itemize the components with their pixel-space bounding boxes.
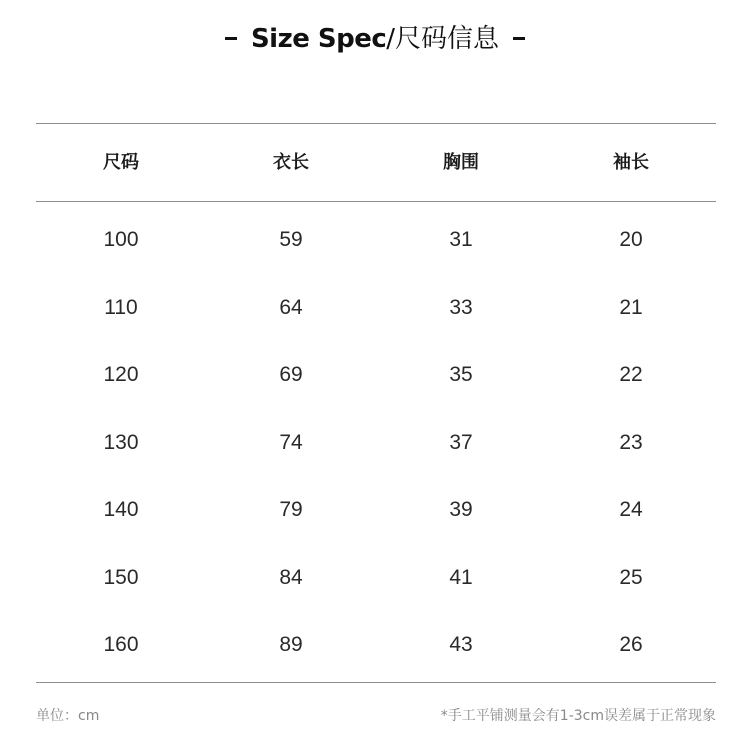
title-left-dash: [225, 37, 237, 40]
cell-sleeve: 23: [619, 430, 643, 454]
title-english: Size Spec: [250, 24, 387, 54]
table-row: [36, 476, 716, 544]
cell-length: 64: [279, 295, 303, 319]
title-right-dash: [513, 37, 525, 40]
title-chinese: 尺码信息: [395, 24, 500, 54]
cell-length: 89: [279, 633, 303, 656]
measurement-note: *手工平铺测量会有1-3cm误差属于正常现象: [440, 708, 716, 724]
cell-chest: 39: [449, 498, 473, 521]
cell-size: 100: [103, 228, 139, 251]
cell-length: 59: [279, 228, 303, 251]
cell-sleeve: 21: [619, 295, 643, 319]
table-row: [36, 544, 716, 612]
cell-length: 74: [279, 430, 303, 454]
cell-size: 160: [103, 633, 139, 656]
table-header-row: [36, 124, 716, 201]
cell-length: 79: [279, 498, 303, 521]
cell-sleeve: 20: [619, 228, 643, 251]
table-row: [36, 274, 716, 342]
cell-size: 130: [103, 430, 139, 454]
cell-sleeve: 25: [619, 565, 643, 589]
page-title: [0, 22, 750, 56]
table-bottom-rule: [36, 682, 716, 683]
header-chest: 胸围: [443, 152, 479, 173]
cell-chest: 35: [449, 363, 473, 386]
cell-chest: 33: [449, 295, 473, 319]
table-body: [36, 206, 716, 679]
header-size: 尺码: [103, 152, 139, 173]
cell-chest: 37: [449, 430, 473, 454]
cell-size: 140: [103, 498, 139, 521]
cell-sleeve: 26: [619, 633, 643, 656]
cell-size: 110: [104, 295, 138, 319]
cell-length: 84: [279, 565, 303, 589]
table-row: [36, 409, 716, 477]
cell-chest: 41: [449, 565, 473, 589]
table-row: [36, 341, 716, 409]
cell-length: 69: [279, 363, 303, 386]
cell-size: 120: [103, 363, 139, 386]
cell-chest: 31: [449, 228, 473, 251]
table-row: [36, 206, 716, 274]
header-length: 衣长: [273, 152, 309, 173]
header-sleeve: 袖长: [613, 152, 649, 173]
unit-note: 单位：cm: [36, 708, 100, 724]
title-separator: /: [386, 24, 396, 54]
cell-sleeve: 22: [619, 363, 643, 386]
cell-sleeve: 24: [619, 498, 643, 521]
cell-chest: 43: [449, 633, 473, 656]
table-header-rule: [36, 201, 716, 202]
table-row: [36, 611, 716, 679]
cell-size: 150: [103, 565, 139, 589]
